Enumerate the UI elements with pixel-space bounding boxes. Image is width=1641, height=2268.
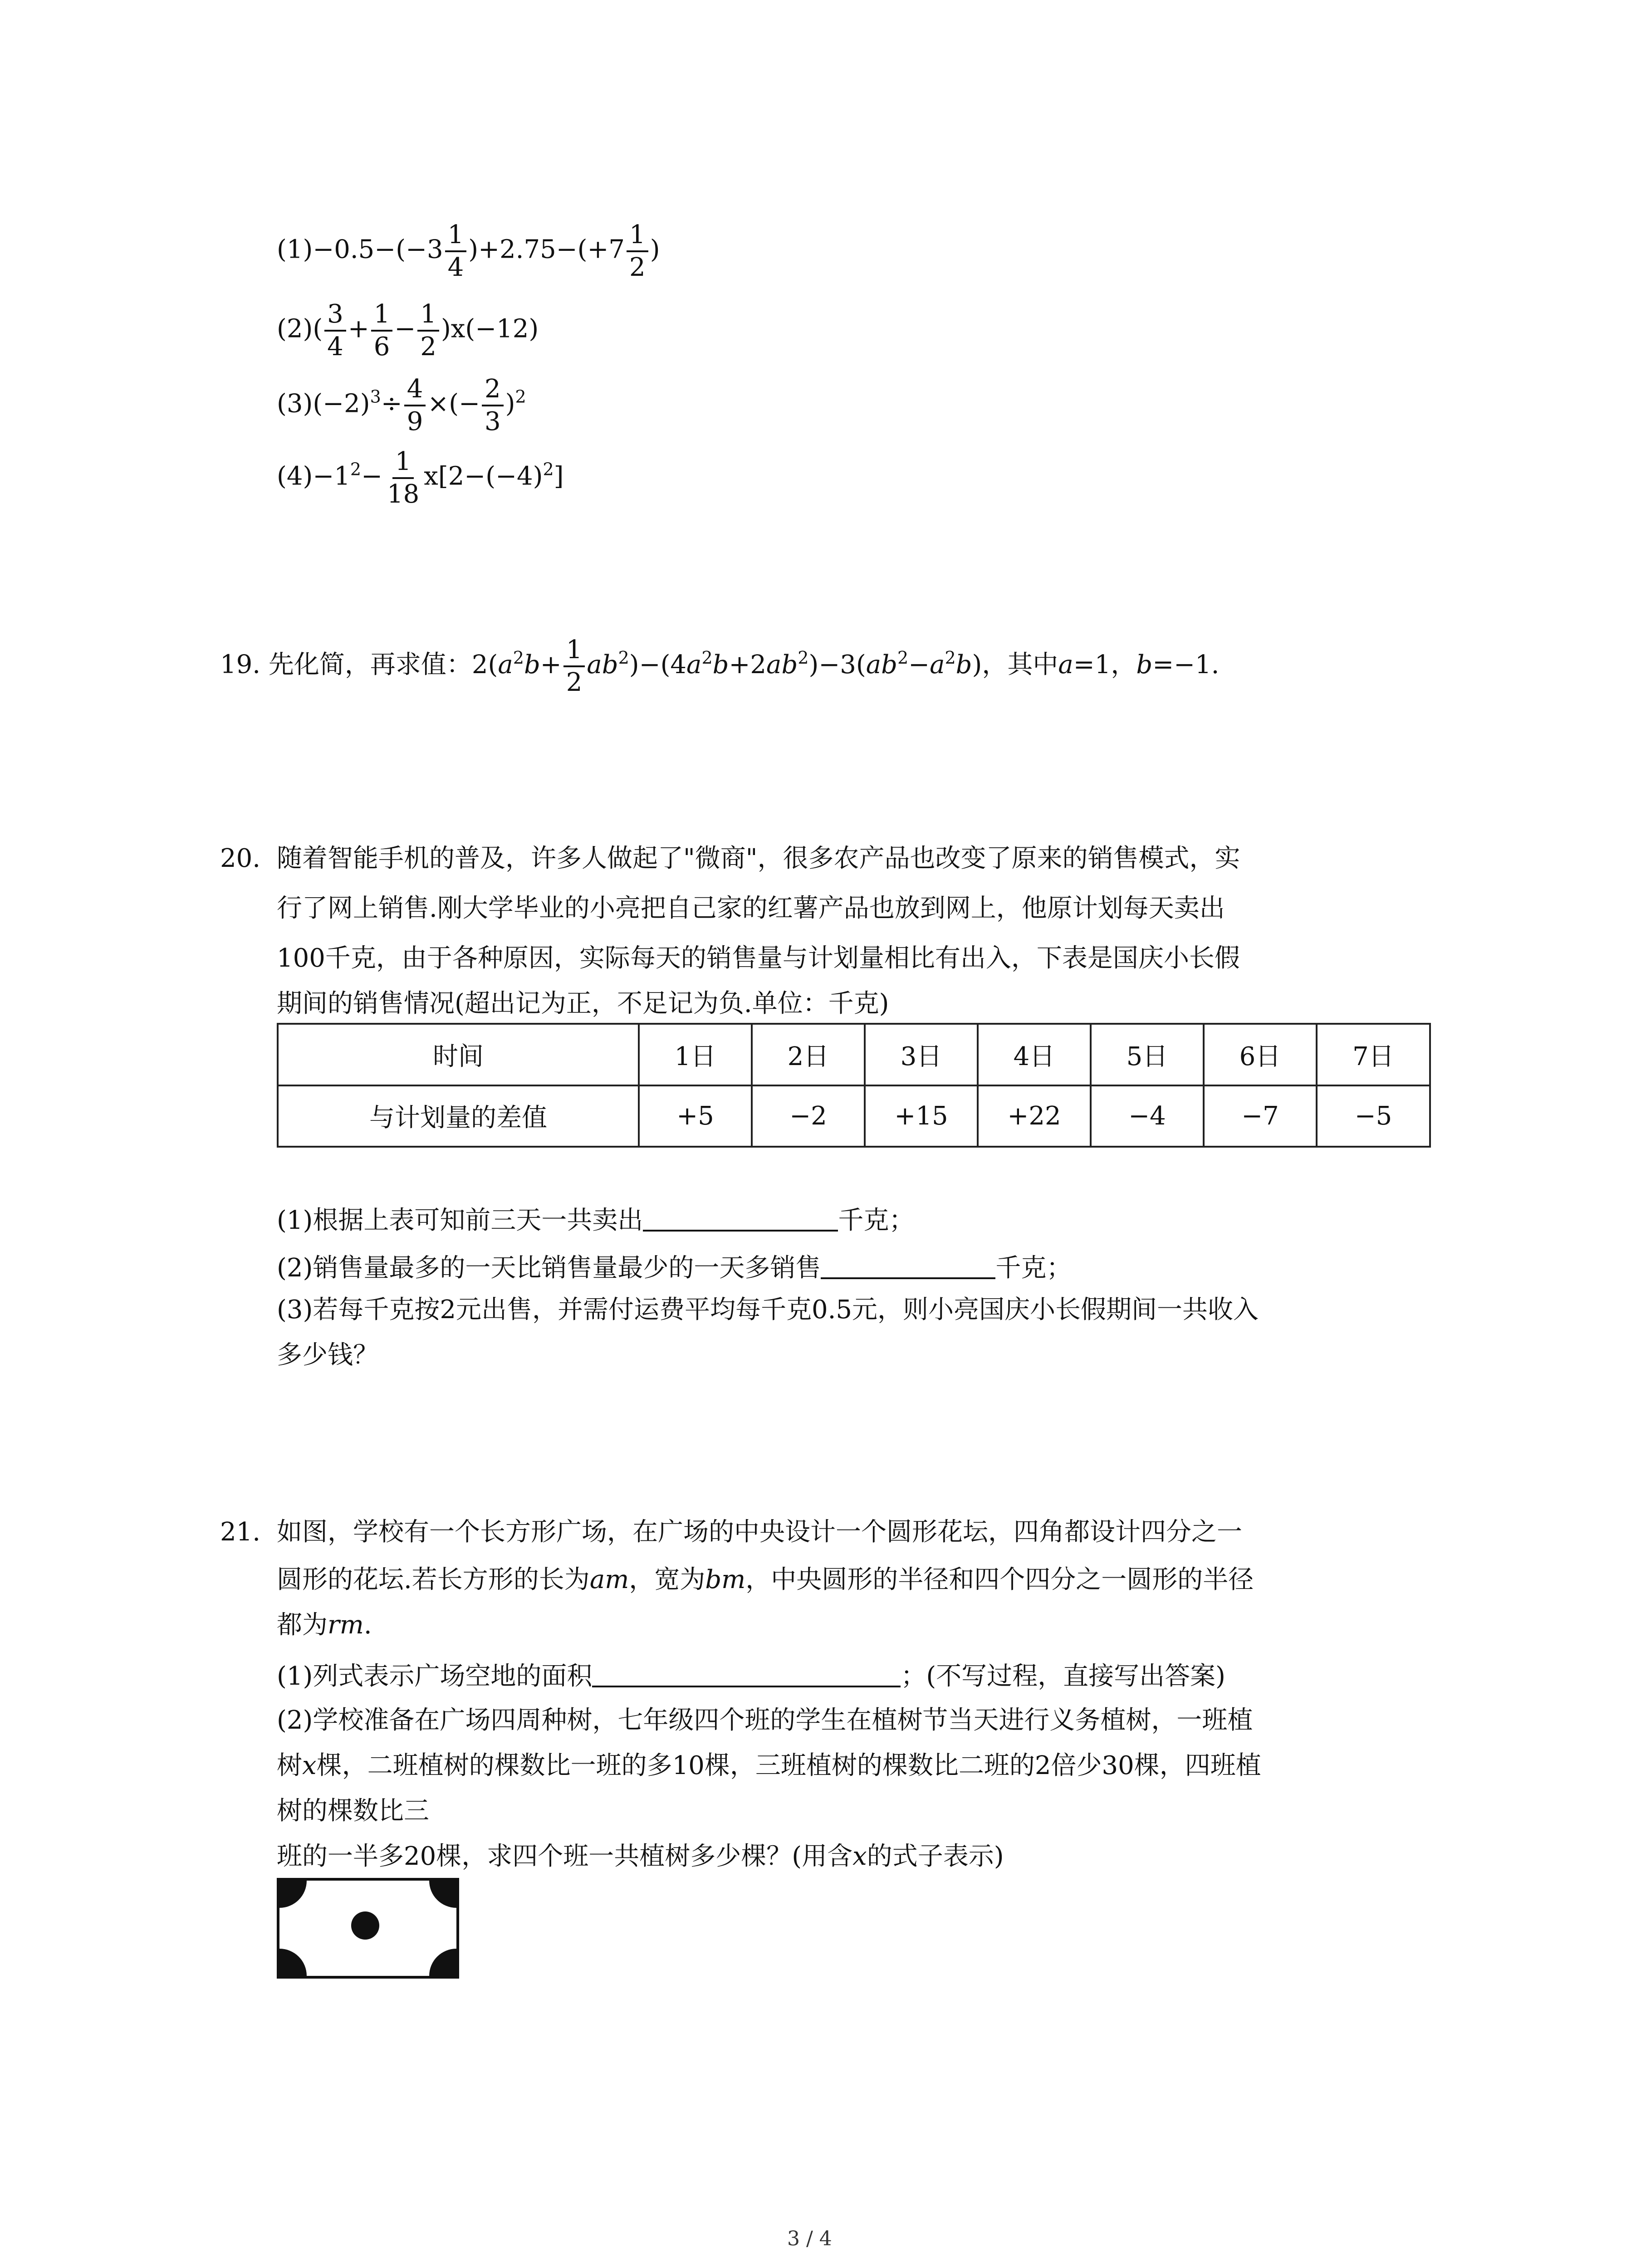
table-cell: −5 — [1317, 1085, 1430, 1147]
fraction: $\frac{2}{3}$ — [482, 376, 504, 435]
question-number: 19. — [220, 650, 261, 679]
question-20-line: 行了网上销售.刚大学毕业的小亮把自己家的红薯产品也放到网上，他原计划每天卖出 — [277, 894, 1225, 923]
question-21-sub-1: (1)列式表示广场空地的面积 ；(不写过程，直接写出答案) — [277, 1660, 1225, 1689]
question-19 — [220, 637, 1219, 695]
table-cell: 4日 — [978, 1024, 1091, 1085]
fraction: $\frac{1}{6}$ — [371, 302, 393, 360]
question-21-line: 如图，学校有一个长方形广场，在广场的中央设计一个圆形花坛，四角都设计四分之一 — [277, 1517, 1242, 1547]
answer-blank[interactable] — [643, 1204, 838, 1232]
question-20-sub-3: (3)若每千克按2元出售，并需付运费平均每千克0.5元，则小亮国庆小长假期间一共收入 — [277, 1295, 1259, 1325]
plaza-figure — [277, 1878, 459, 1979]
table-cell: +15 — [865, 1085, 978, 1147]
calc-text: )x(−12) — [441, 314, 539, 344]
calc-text: (1)−0.5−(−3 — [277, 235, 443, 264]
calc-item-4: $(4)-1^2-$ $\frac{1}{18}$ $x[2-(-4)^2]$ — [277, 447, 564, 509]
question-20-sub-3: 多少钱？ — [277, 1340, 378, 1370]
table-cell: +22 — [978, 1085, 1091, 1147]
table-cell: −7 — [1204, 1085, 1317, 1147]
page-number: 3 / 4 — [787, 2227, 832, 2250]
question-20-line: 期间的销售情况(超出记为正，不足记为负.单位：千克) — [277, 989, 889, 1018]
fraction: $\frac{1}{2}$ — [417, 302, 439, 360]
question-number: 20. — [220, 844, 261, 873]
answer-blank[interactable] — [592, 1660, 901, 1687]
table-cell: 6日 — [1204, 1024, 1317, 1085]
calc-text: (4)−1 — [277, 461, 350, 491]
fraction: $\frac{3}{4}$ — [324, 302, 346, 360]
table-cell: −4 — [1091, 1085, 1204, 1147]
calc-text: )+2.75−(+7 — [468, 235, 625, 264]
table-header-row — [278, 1024, 1430, 1085]
table-row — [278, 1085, 1430, 1147]
question-21-line: 圆形的花坛.若长方形的长为am，宽为bm，中央圆形的半径和四个四分之一圆形的半径 — [277, 1565, 1254, 1594]
table-cell: 时间 — [278, 1024, 639, 1085]
calc-item-2: (2)( $\frac{3}{4}$ + $\frac{1}{6}$ − $\frac{1}{2}$ )x(−12) — [277, 299, 539, 362]
central-circle — [351, 1911, 379, 1940]
calc-text: (3)(−2) — [277, 389, 370, 419]
calc-item-3: $(3)(-2)^3\div$ $\frac{4}{9}$ ×(− $\frac{2}{3}$ )$^2$ — [277, 374, 526, 436]
quarter-circle-top-left — [279, 1881, 307, 1908]
question-20-sub-1: (1)根据上表可知前三天一共卖出 千克； — [277, 1204, 914, 1233]
calc-text: ) — [650, 235, 660, 264]
table-cell: −2 — [752, 1085, 865, 1147]
table-cell: 2日 — [752, 1024, 865, 1085]
question-21-sub-2: 树的棵数比三 — [277, 1796, 429, 1826]
table-cell: 7日 — [1317, 1024, 1430, 1085]
fraction: $\frac{1}{2}$ — [563, 637, 585, 695]
question-21-sub-2: 班的一半多20棵，求四个班一共植树多少棵？(用含x的式子表示) — [277, 1842, 1004, 1871]
fraction: $\frac{1}{2}$ — [627, 222, 648, 280]
question-number: 21. — [220, 1517, 261, 1547]
table-cell: 与计划量的差值 — [278, 1085, 639, 1147]
calc-text: (2)( — [277, 314, 323, 344]
quarter-circle-top-right — [429, 1881, 456, 1908]
table-cell: +5 — [639, 1085, 752, 1147]
calc-item-1 — [277, 222, 660, 280]
question-21-sub-2: (2)学校准备在广场四周种树，七年级四个班的学生在植树节当天进行义务植树，一班植 — [277, 1706, 1253, 1735]
table-cell: 1日 — [639, 1024, 752, 1085]
sales-table — [277, 1023, 1431, 1148]
question-21-sub-2: 树x棵，二班植树的棵数比一班的多10棵，三班植树的棵数比二班的2倍少30棵，四班植 — [277, 1751, 1261, 1780]
table-cell: 3日 — [865, 1024, 978, 1085]
question-20-line: 100千克，由于各种原因，实际每天的销售量与计划量相比有出入，下表是国庆小长假 — [277, 943, 1240, 973]
fraction: $\frac{1}{4}$ — [445, 222, 467, 280]
quarter-circle-bottom-left — [279, 1949, 307, 1976]
question-21-line: 都为rm. — [277, 1610, 372, 1640]
question-19-expression: 先化简，再求值：$2(a^2b+$ $\frac{1}{2}$ $ab^2)-(4a^2b+2ab^2)-3(ab^2-a^2b)$，其中a=1，b=−1. — [268, 635, 1220, 697]
table-cell: 5日 — [1091, 1024, 1204, 1085]
question-20-sub-2: (2)销售量最多的一天比销售量最少的一天多销售 千克； — [277, 1252, 1072, 1281]
fraction: $\frac{4}{9}$ — [404, 376, 426, 435]
quarter-circle-bottom-right — [429, 1949, 456, 1976]
answer-blank[interactable] — [821, 1252, 995, 1279]
fraction: $\frac{1}{18}$ — [387, 447, 420, 509]
question-20-line: 随着智能手机的普及，许多人做起了"微商"，很多农产品也改变了原来的销售模式，实 — [277, 844, 1240, 873]
